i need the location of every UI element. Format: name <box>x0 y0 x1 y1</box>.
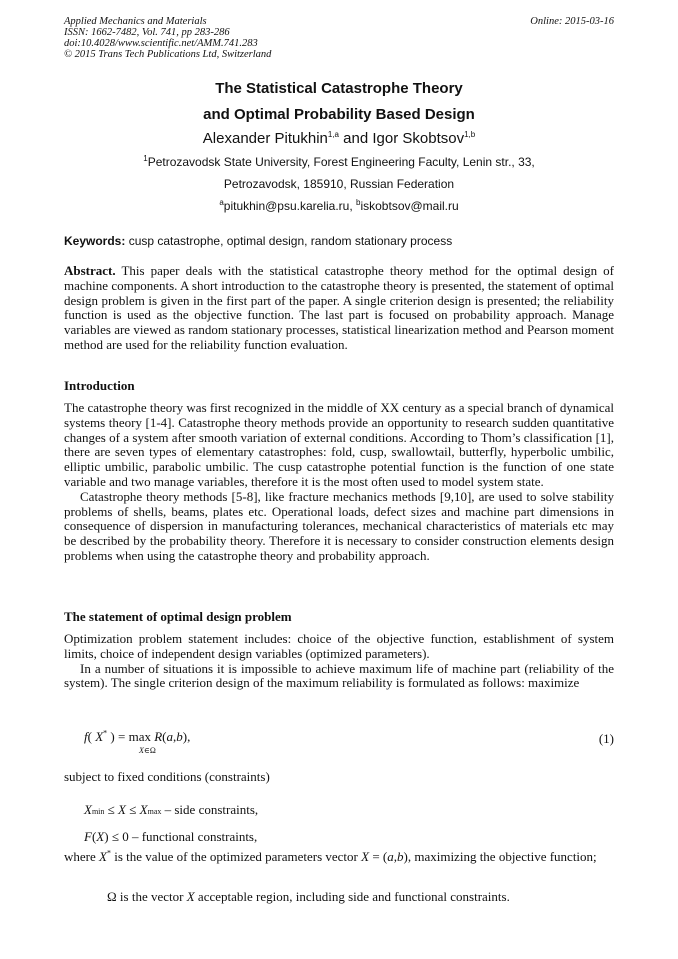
eq1-subscript: X∈Ω <box>139 746 156 755</box>
equation-1-number: (1) <box>598 731 614 746</box>
where-paragraph: where X* is the value of the optimized parameters vector X = (a,b), maximizing the objective function; <box>64 848 597 864</box>
subject-to: subject to fixed conditions (constraints) <box>64 769 270 784</box>
omega-text-2: acceptable region, including side and functional constraints. <box>194 889 510 904</box>
side-constraints: Xmin ≤ X ≤ Xmax – side constraints, <box>84 802 259 817</box>
online-date: Online: 2015-03-16 <box>530 16 614 27</box>
statement-paragraph-2: In a number of situations it is impossible to achieve maximum life of machine part (reliability of the system). The single criterion design of the maximum reliability is formulated as follows: maximize <box>64 660 614 691</box>
author-1-sup: 1,a <box>327 130 339 139</box>
authors <box>0 130 678 147</box>
intro-body <box>64 401 614 564</box>
keywords <box>64 234 452 248</box>
email-b-sup: b <box>356 198 361 207</box>
affiliation-line1 <box>0 155 678 169</box>
omega-text: is the vector <box>116 889 187 904</box>
emails <box>0 199 678 213</box>
issn-line: ISSN: 1662-7482, Vol. 741, pp 283-286 <box>64 27 230 38</box>
side-constraints-text: – side constraints, <box>161 802 259 817</box>
intro-heading: Introduction <box>64 378 135 393</box>
affil-text1: Petrozavodsk State University, Forest Engineering Faculty, Lenin str., 33, <box>147 155 535 169</box>
equation-1: f( X* ) = max R(a,b), <box>84 728 191 744</box>
journal-name: Applied Mechanics and Materials <box>64 16 207 27</box>
keywords-text: cusp catastrophe, optimal design, random stationary process <box>125 234 453 248</box>
paper-title-line1: The Statistical Catastrophe Theory <box>215 80 463 97</box>
author-2-sup: 1,b <box>464 130 476 139</box>
abstract <box>64 264 614 353</box>
doi-line: doi:10.4028/www.scientific.net/AMM.741.283 <box>64 38 258 49</box>
email-a-sup: a <box>219 198 224 207</box>
paper-title-line2: and Optimal Probability Based Design <box>203 106 475 123</box>
functional-constraints-text: – functional constraints, <box>128 829 258 844</box>
statement-body <box>64 632 614 691</box>
statement-paragraph-1: Optimization problem statement includes: choice of the objective function, establishment of system limits, choice of independent design variables (optimized parameters). <box>64 631 614 661</box>
email-a[interactable]: pitukhin@psu.karelia.ru, <box>223 199 357 213</box>
where-text-2: is the value of the optimized parameters vector <box>110 849 362 864</box>
where-text-1: where <box>64 849 100 864</box>
omega-line: Ω is the vector X acceptable region, including side and functional constraints. <box>107 889 510 904</box>
intro-paragraph-1: The catastrophe theory was first recognized in the middle of XX century as a special branch of dynamical systems theory [1-4]. Catastrophe theory methods provide an opportunity to research sudden quantitative changes of a system after smooth variation of external conditions. According to Thom’s classification [1], there are seven types of elementary catastrophes: fold, cusp, swallowtail, butterfly, hyperbolic umbilic, elliptic umbilic, parabolic umbilic. The cusp catastrophe potential function is the function of one state variable and two manage variables, therefore it is the most often used to model system state. <box>64 400 614 489</box>
keywords-label: Keywords: <box>64 234 126 248</box>
affiliation-line2: Petrozavodsk, 185910, Russian Federation <box>223 177 455 191</box>
author-1: Alexander Pitukhin <box>202 130 328 147</box>
abstract-label: Abstract. <box>64 263 116 278</box>
where-text-3: , maximizing the objective function; <box>407 849 597 864</box>
affil-sup: 1 <box>143 154 148 163</box>
email-b[interactable]: iskobtsov@mail.ru <box>360 199 459 213</box>
copyright-line: © 2015 Trans Tech Publications Ltd, Switzerland <box>64 49 272 60</box>
abstract-text: This paper deals with the statistical catastrophe theory method for the optimal design of machine components. A short introduction to the catastrophe theory is presented, the statement of optimal design problem is given in the first part of the paper. A single criterion design is presented; the reliability function is used as the objective function. The last part is focused on probability approach. Manage variables are viewed as random stationary processes, statistical linearization method and Pearson moment method are used for the reliability function evaluation. <box>64 263 614 352</box>
statement-heading: The statement of optimal design problem <box>64 609 292 624</box>
author-and: and Igor Skobtsov <box>339 130 465 147</box>
functional-constraints: F(X) ≤ 0 – functional constraints, <box>84 829 258 844</box>
intro-paragraph-2: Catastrophe theory methods [5-8], like fracture mechanics methods [9,10], are used to solve stability problems of shells, beams, plates etc. Operational loads, defect sizes and machine part dimensions in consequence of dispersion in manufacturing tolerances, mechanical characteristics of materials etc may be described by the probability theory. Therefore it is necessary to consider construction elements design problems when using the catastrophe theory and probability approach. <box>64 488 614 563</box>
